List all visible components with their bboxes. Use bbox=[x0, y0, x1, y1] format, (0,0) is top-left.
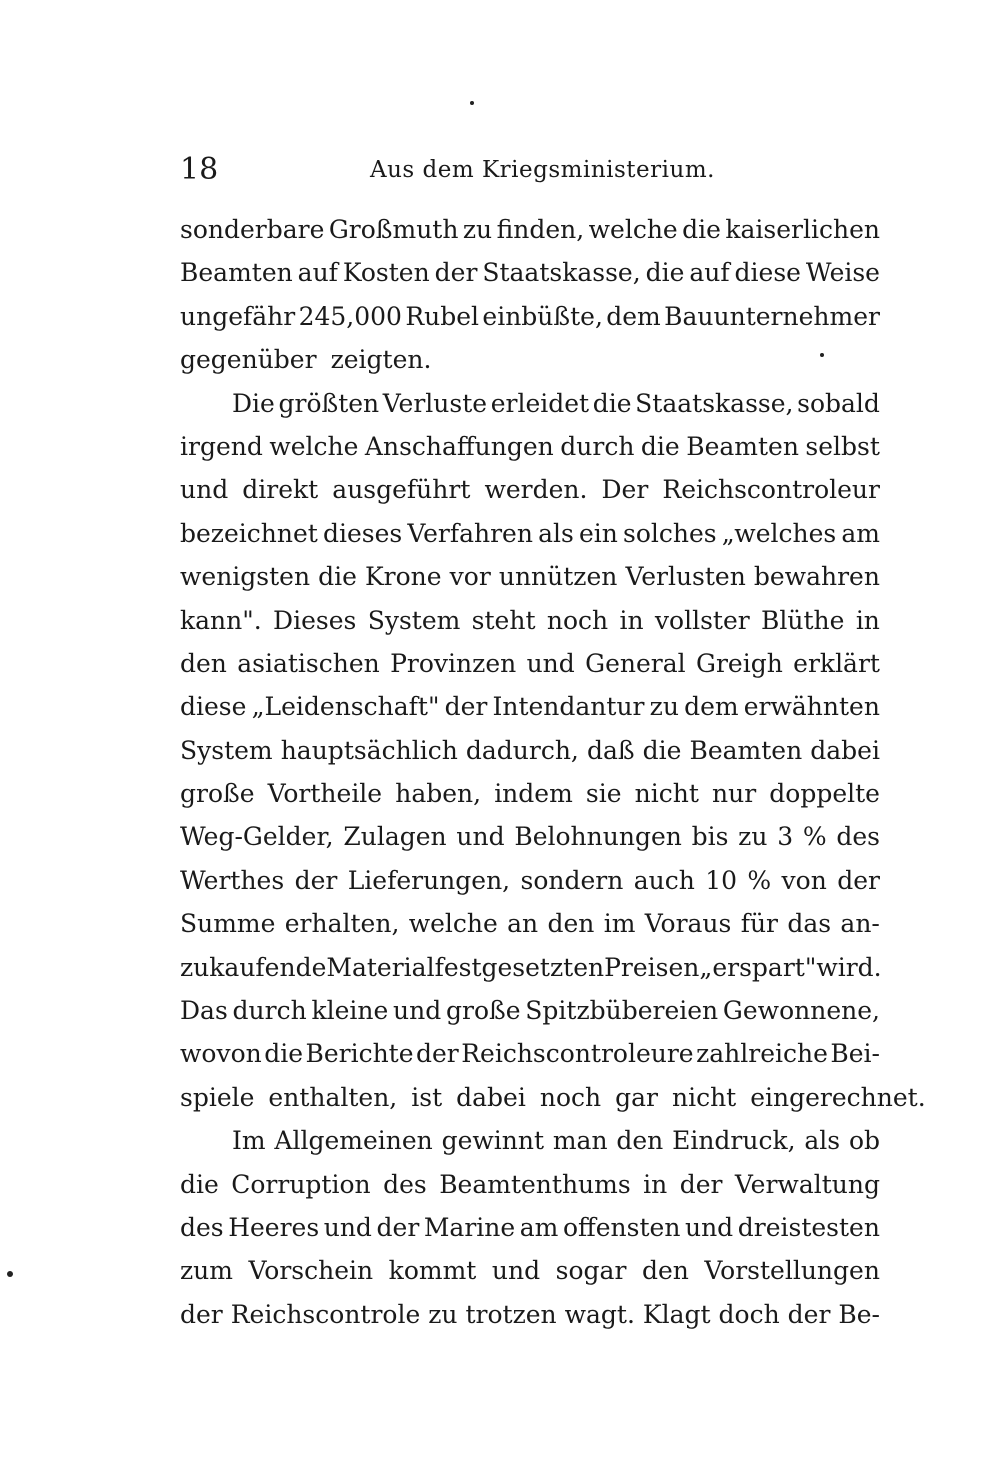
word: bewahren bbox=[753, 562, 880, 592]
page-number: 18 bbox=[180, 152, 219, 187]
word: der bbox=[679, 1169, 723, 1199]
word: doch bbox=[718, 1299, 780, 1329]
word: kann". bbox=[180, 605, 262, 635]
word: in bbox=[643, 1169, 668, 1199]
word: Bei- bbox=[830, 1039, 880, 1069]
text-line bbox=[180, 468, 880, 511]
word: Dieses bbox=[273, 605, 357, 635]
word: nur bbox=[712, 779, 757, 809]
word: sonderbare bbox=[180, 215, 325, 244]
word: Weise bbox=[805, 258, 880, 288]
text-line bbox=[180, 946, 880, 989]
word: kommt bbox=[388, 1256, 477, 1286]
word: finden, bbox=[496, 215, 585, 244]
word: in bbox=[855, 605, 880, 635]
word: der bbox=[376, 1212, 420, 1242]
word: hauptsächlich bbox=[280, 735, 458, 765]
word: erhalten, bbox=[284, 909, 400, 939]
word: die bbox=[640, 431, 680, 461]
word: auch bbox=[633, 865, 695, 895]
word: festgesetzten bbox=[434, 952, 605, 982]
word: zu bbox=[428, 1299, 458, 1329]
word: vor bbox=[449, 562, 491, 592]
word: die bbox=[318, 562, 357, 592]
word: den bbox=[641, 1256, 689, 1286]
word: spiele bbox=[180, 1082, 255, 1112]
word: kleine bbox=[311, 996, 389, 1026]
word: ein bbox=[578, 518, 618, 548]
word: Im bbox=[232, 1126, 266, 1156]
word: Be- bbox=[838, 1299, 880, 1329]
word: Beamten bbox=[686, 431, 799, 461]
word: durch bbox=[232, 996, 307, 1026]
word: in bbox=[619, 605, 644, 635]
word: am bbox=[841, 518, 880, 548]
word: Reichscontroleur bbox=[662, 475, 880, 505]
word: und bbox=[456, 822, 505, 852]
word: die bbox=[592, 388, 632, 418]
text-line bbox=[180, 208, 880, 251]
word: größten bbox=[278, 388, 380, 418]
word: zum bbox=[180, 1256, 233, 1286]
word: bis bbox=[691, 822, 729, 852]
word: Berichte bbox=[305, 1039, 414, 1069]
word: Das bbox=[180, 996, 228, 1026]
word: werden. bbox=[484, 475, 588, 505]
word: unnützen bbox=[498, 562, 618, 592]
word: Kosten bbox=[342, 258, 430, 288]
word: das bbox=[787, 909, 832, 939]
word: Staatskasse, bbox=[482, 258, 641, 288]
word: Bauunternehmer bbox=[664, 301, 880, 331]
text-line bbox=[180, 382, 880, 425]
word: und bbox=[684, 1212, 734, 1242]
word: zahlreiche bbox=[696, 1039, 828, 1069]
word: einbüßte, bbox=[482, 301, 603, 331]
word: durch bbox=[560, 431, 635, 461]
word: erleidet bbox=[490, 388, 590, 418]
word: an- bbox=[840, 909, 880, 939]
word: „welches bbox=[721, 518, 837, 548]
text-line bbox=[180, 1249, 880, 1292]
text-line bbox=[180, 1293, 880, 1336]
page-header bbox=[180, 150, 880, 190]
word: zu bbox=[462, 215, 493, 244]
word: zukaufende bbox=[180, 952, 327, 982]
word: der bbox=[444, 692, 488, 722]
text-line bbox=[180, 1206, 880, 1249]
word: der bbox=[434, 258, 478, 288]
word: und bbox=[393, 996, 442, 1026]
word: Beamten bbox=[180, 258, 293, 288]
word: Gewonnene, bbox=[722, 996, 880, 1026]
word: Verwaltung bbox=[734, 1169, 880, 1199]
running-head: Aus dem Kriegsministerium. bbox=[370, 157, 715, 183]
word: welche bbox=[408, 909, 498, 939]
word: dieses bbox=[322, 518, 403, 548]
word: man bbox=[552, 1126, 608, 1156]
word: Material bbox=[326, 952, 435, 982]
word: Krone bbox=[365, 562, 442, 592]
word: noch bbox=[546, 605, 609, 635]
word: der bbox=[180, 1299, 223, 1329]
word: Provinzen bbox=[390, 648, 517, 678]
word: Beamten bbox=[689, 735, 803, 765]
word: sie bbox=[585, 779, 622, 809]
word: System bbox=[180, 735, 273, 765]
word: bezeichnet bbox=[180, 518, 318, 548]
word: Klagt bbox=[642, 1299, 711, 1329]
word: vollster bbox=[654, 605, 750, 635]
text-line bbox=[180, 338, 880, 381]
word: Vorschein bbox=[248, 1256, 374, 1286]
word: Vortheile bbox=[267, 779, 383, 809]
word: ist bbox=[411, 1082, 443, 1112]
word: Werthes bbox=[180, 865, 285, 895]
text-line bbox=[180, 772, 880, 815]
word: Rubel bbox=[405, 301, 480, 331]
word: solches bbox=[623, 518, 717, 548]
word: irgend bbox=[180, 431, 263, 461]
word: dabei bbox=[456, 1082, 526, 1112]
word: des bbox=[383, 1169, 427, 1199]
word: Blüthe bbox=[761, 605, 845, 635]
word: sondern bbox=[520, 865, 624, 895]
text-line bbox=[180, 295, 880, 338]
word: Marine bbox=[423, 1212, 516, 1242]
text-line bbox=[180, 512, 880, 555]
word: auf bbox=[297, 258, 338, 288]
word: daß bbox=[586, 735, 635, 765]
word: doppelte bbox=[769, 779, 880, 809]
word: große bbox=[446, 996, 521, 1026]
word: indem bbox=[494, 779, 573, 809]
text-line bbox=[180, 1076, 926, 1119]
word: steht bbox=[471, 605, 536, 635]
word: gegenüber bbox=[180, 345, 317, 375]
word: Eindruck, bbox=[672, 1126, 796, 1156]
word: ob bbox=[848, 1126, 880, 1156]
word: auf bbox=[689, 258, 730, 288]
word: eingerechnet. bbox=[750, 1082, 926, 1112]
word: Corruption bbox=[231, 1169, 371, 1199]
word: General bbox=[585, 648, 686, 678]
word: den bbox=[547, 909, 595, 939]
word: der bbox=[837, 865, 880, 895]
word: haben, bbox=[395, 779, 482, 809]
word: Voraus bbox=[644, 909, 732, 939]
word: Summe bbox=[180, 909, 276, 939]
word: dem bbox=[606, 301, 661, 331]
text-line bbox=[180, 1032, 880, 1075]
word: des bbox=[180, 1212, 224, 1242]
text-line bbox=[180, 685, 880, 728]
word: gewinnt bbox=[441, 1126, 545, 1156]
word: der bbox=[416, 1039, 459, 1069]
text-line bbox=[180, 555, 880, 598]
word: Großmuth bbox=[328, 215, 459, 244]
word: wagt. bbox=[564, 1299, 635, 1329]
word: und bbox=[323, 1212, 372, 1242]
word: dem bbox=[684, 692, 739, 722]
word: Weg-Gelder, bbox=[180, 822, 334, 852]
word: große bbox=[180, 779, 255, 809]
word: ungefähr bbox=[180, 301, 296, 331]
word: Der bbox=[601, 475, 649, 505]
word: als bbox=[804, 1126, 841, 1156]
word: und bbox=[491, 1256, 541, 1286]
word: erwähnten bbox=[743, 692, 880, 722]
word: sobald bbox=[797, 388, 880, 418]
word: % bbox=[802, 822, 827, 852]
word: den bbox=[180, 648, 227, 678]
word: noch bbox=[539, 1082, 602, 1112]
text-line bbox=[180, 729, 880, 772]
word: an bbox=[507, 909, 539, 939]
word: Vorstellungen bbox=[704, 1256, 880, 1286]
word: kaiserlichen bbox=[725, 215, 880, 244]
word: System bbox=[367, 605, 461, 635]
word: der bbox=[294, 865, 338, 895]
word: die bbox=[642, 735, 682, 765]
word: 10 bbox=[705, 865, 738, 895]
word: Beamtenthums bbox=[439, 1169, 631, 1199]
word: im bbox=[603, 909, 636, 939]
word: Belohnungen bbox=[514, 822, 682, 852]
word: Verluste bbox=[382, 388, 488, 418]
word: Verfahren bbox=[407, 518, 533, 548]
word: Anschaffungen bbox=[364, 431, 554, 461]
word: selbst bbox=[805, 431, 880, 461]
word: „erspart" bbox=[699, 952, 817, 982]
text-line bbox=[180, 1163, 880, 1206]
text-line bbox=[180, 251, 880, 294]
word: direkt bbox=[242, 475, 319, 505]
word: zu bbox=[738, 822, 768, 852]
word: von bbox=[781, 865, 827, 895]
word: diese bbox=[180, 692, 247, 722]
word: des bbox=[836, 822, 880, 852]
word: am bbox=[519, 1212, 559, 1242]
word: wird. bbox=[816, 952, 882, 982]
word: Staatskasse, bbox=[635, 388, 794, 418]
word: nicht bbox=[671, 1082, 737, 1112]
word: Verlusten bbox=[625, 562, 746, 592]
word: trotzen bbox=[465, 1299, 557, 1329]
word: der bbox=[787, 1299, 831, 1329]
word: offensten bbox=[562, 1212, 681, 1242]
word: zeigten. bbox=[330, 345, 432, 375]
text-line bbox=[180, 1119, 880, 1162]
word: und bbox=[180, 475, 229, 505]
word: Zulagen bbox=[343, 822, 447, 852]
word: zu bbox=[649, 692, 679, 722]
word: nicht bbox=[634, 779, 699, 809]
word: gar bbox=[615, 1082, 658, 1112]
word: sogar bbox=[555, 1256, 627, 1286]
word: welche bbox=[269, 431, 359, 461]
text-line bbox=[180, 989, 880, 1032]
word: Spitzbübereien bbox=[525, 996, 719, 1026]
word: die bbox=[264, 1039, 303, 1069]
word: die bbox=[645, 258, 685, 288]
word: Lieferungen, bbox=[347, 865, 511, 895]
word: ausgeführt bbox=[332, 475, 471, 505]
word: Reichscontroleure bbox=[461, 1039, 694, 1069]
word: asiatischen bbox=[237, 648, 380, 678]
word: welche bbox=[588, 215, 678, 244]
word: 245,000 bbox=[298, 301, 402, 331]
word: die bbox=[180, 1169, 219, 1199]
word: Preisen bbox=[604, 952, 700, 982]
word: Greigh bbox=[696, 648, 783, 678]
word: als bbox=[538, 518, 574, 548]
word: Die bbox=[232, 388, 275, 418]
text-line bbox=[180, 425, 880, 468]
word: Heeres bbox=[228, 1212, 320, 1242]
word: dadurch, bbox=[465, 735, 579, 765]
word: erklärt bbox=[793, 648, 880, 678]
word: Allgemeinen bbox=[274, 1126, 433, 1156]
ink-speck bbox=[820, 353, 824, 357]
word: die bbox=[682, 215, 721, 244]
word: den bbox=[616, 1126, 664, 1156]
ink-speck bbox=[470, 101, 474, 105]
word: Reichscontrole bbox=[230, 1299, 421, 1329]
word: % bbox=[747, 865, 772, 895]
word: für bbox=[740, 909, 779, 939]
word: diese bbox=[734, 258, 801, 288]
word: wovon bbox=[180, 1039, 262, 1069]
word: 3 bbox=[777, 822, 794, 852]
text-line bbox=[180, 902, 880, 945]
ink-speck bbox=[7, 1271, 13, 1277]
word: dreistesten bbox=[737, 1212, 880, 1242]
text-line bbox=[180, 642, 880, 685]
text-line bbox=[180, 859, 880, 902]
text-line bbox=[180, 599, 880, 642]
word: „Leidenschaft" bbox=[251, 692, 440, 722]
body-text bbox=[180, 208, 926, 1336]
word: Intendantur bbox=[492, 692, 645, 722]
word: dabei bbox=[810, 735, 880, 765]
text-line bbox=[180, 815, 880, 858]
word: und bbox=[526, 648, 575, 678]
word: enthalten, bbox=[268, 1082, 398, 1112]
word: wenigsten bbox=[180, 562, 311, 592]
